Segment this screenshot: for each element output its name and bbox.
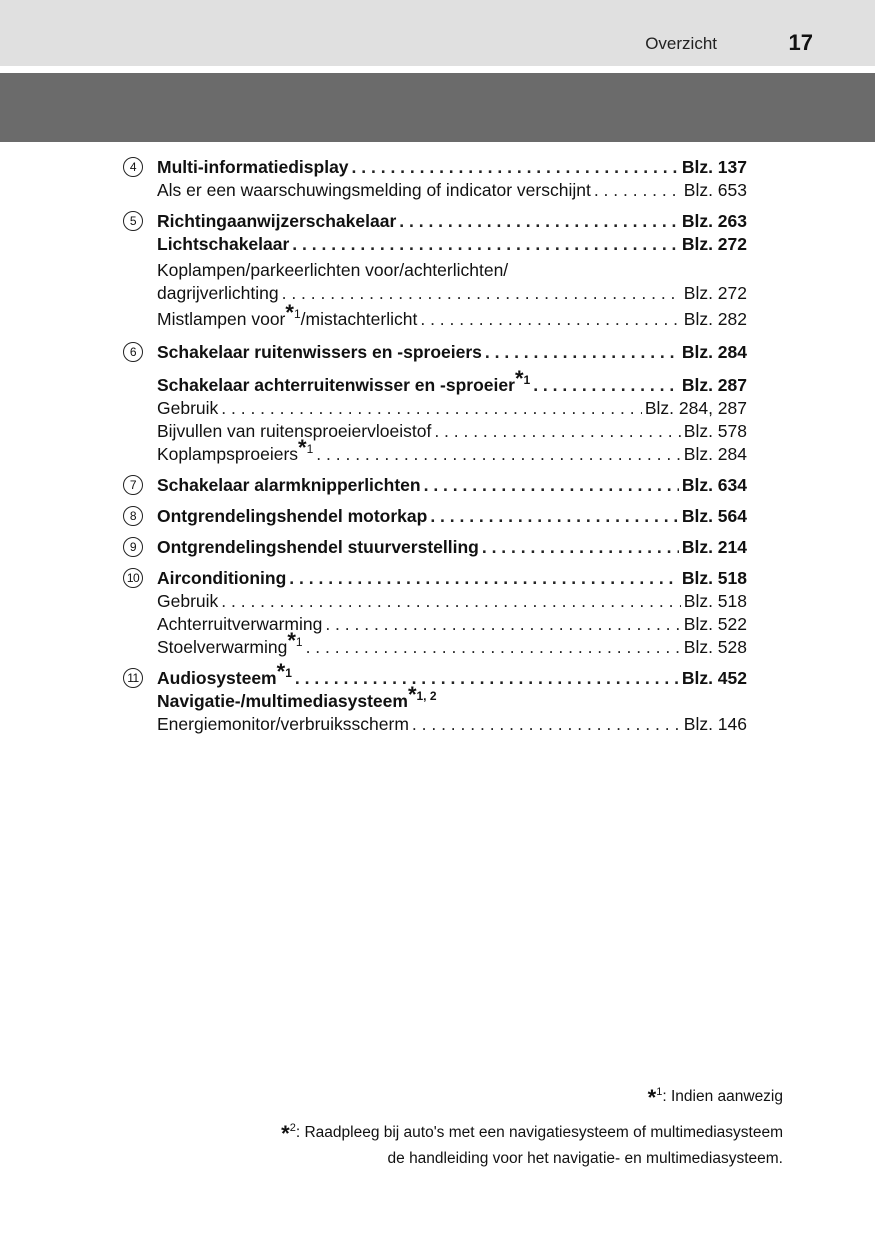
entry-text: Ontgrendelingshendel motorkap <box>157 506 428 526</box>
index-entry <box>157 341 747 364</box>
footnote-ref: *1 <box>276 659 292 684</box>
index-entry <box>157 713 747 736</box>
index-entry <box>157 474 747 497</box>
page-reference: Blz. 146 <box>683 714 747 734</box>
entry-text: Energiemonitor/verbruiksscherm <box>157 714 409 734</box>
leader-dots <box>325 613 680 636</box>
leader-dots <box>282 282 681 305</box>
page-reference: Blz. 214 <box>681 537 747 557</box>
section-title: Overzicht <box>645 34 717 53</box>
index-group <box>120 536 760 559</box>
footnote-line: *$^2$: Raadpleeg bij auto's met een navigatiesysteem of multimediasysteem <box>281 1121 783 1146</box>
page-reference: Blz. 272 <box>683 283 747 303</box>
index-entry <box>157 420 747 443</box>
page-reference: Blz. 287 <box>681 375 747 395</box>
index-entry <box>157 613 747 636</box>
entry-text: Schakelaar ruitenwissers en -sproeiers <box>157 342 482 362</box>
leader-dots <box>399 210 679 233</box>
index-group <box>120 474 760 497</box>
index-entry <box>157 628 747 659</box>
index-group <box>120 341 760 466</box>
entry-text: Gebruik <box>157 591 219 611</box>
entry-text: Schakelaar alarmknipperlichten <box>157 475 421 495</box>
callout-number: 11 <box>123 668 143 688</box>
index-entry <box>157 282 747 305</box>
header-band <box>0 73 875 142</box>
page-reference: Blz. 284 <box>683 444 747 464</box>
leader-dots <box>352 156 679 179</box>
entry-text: dagrijverlichting <box>157 283 279 303</box>
index-entry <box>157 536 747 559</box>
index-group <box>120 210 760 331</box>
header-bar <box>0 0 875 66</box>
page-reference: Blz. 272 <box>681 234 747 254</box>
entry-text: Ontgrendelingshendel stuurverstelling <box>157 537 479 557</box>
footnote-ref: *1 <box>298 435 314 460</box>
index-entry <box>157 567 747 590</box>
leader-dots <box>485 341 679 364</box>
callout-number: 10 <box>123 568 143 588</box>
page-reference: Blz. 522 <box>683 614 747 634</box>
entry-text: Navigatie-/multimediasysteem$^{*1, 2}$ <box>157 682 437 711</box>
callout-number: 5 <box>123 211 143 231</box>
callout-number: 4 <box>123 157 143 177</box>
index-group <box>120 659 760 736</box>
page-reference: Blz. 634 <box>681 475 747 495</box>
leader-dots <box>289 567 679 590</box>
page-reference: Blz. 518 <box>681 568 747 588</box>
footnote-line: de handleiding voor het navigatie- en multimediasysteem. <box>387 1150 783 1167</box>
leader-dots <box>430 505 679 528</box>
entry-text: Achterruitverwarming <box>157 614 323 634</box>
index-entry <box>157 300 747 331</box>
footnote-line: *$^1$: Indien aanwezig <box>647 1085 783 1110</box>
footnote-ref: *1, 2 <box>407 682 437 707</box>
callout-number: 9 <box>123 537 143 557</box>
page-reference: Blz. 528 <box>683 637 747 657</box>
index-entry <box>157 505 747 528</box>
header-divider <box>0 66 875 73</box>
page-reference: Blz. 263 <box>681 211 747 231</box>
entry-text: Richtingaanwijzerschakelaar <box>157 211 397 231</box>
index-entry <box>157 397 747 420</box>
index-entry <box>157 233 747 256</box>
page-reference: Blz. 518 <box>683 591 747 611</box>
leader-dots <box>420 308 680 331</box>
page-reference: Blz. 564 <box>681 506 747 526</box>
entry-text: Koplampen/parkeerlichten voor/achterlichten/ <box>157 260 509 280</box>
callout-number: 8 <box>123 506 143 526</box>
page-reference: Blz. 137 <box>681 157 747 177</box>
index-entry <box>157 682 747 713</box>
page-reference: Blz. 653 <box>683 180 747 200</box>
index-group <box>120 156 760 202</box>
index-entry <box>157 366 747 397</box>
index-list <box>120 156 760 736</box>
leader-dots <box>292 233 679 256</box>
page-reference: Blz. 284 <box>681 342 747 362</box>
entry-text: Airconditioning <box>157 568 287 588</box>
leader-dots <box>221 590 680 613</box>
leader-dots <box>412 713 681 736</box>
leader-dots <box>434 420 680 443</box>
index-entry <box>157 259 747 282</box>
footnotes <box>281 1080 783 1171</box>
entry-text: Koplampsproeiers$^{*1}$ <box>157 435 314 464</box>
page-number: 17 <box>788 30 813 55</box>
index-entry <box>157 156 747 179</box>
entry-text: Stoelverwarming$^{*1}$ <box>157 628 303 657</box>
leader-dots <box>295 667 679 690</box>
leader-dots <box>221 397 642 420</box>
index-entry <box>157 435 747 466</box>
index-entry <box>157 210 747 233</box>
page-reference: Blz. 578 <box>683 421 747 441</box>
entry-text: Lichtschakelaar <box>157 234 290 254</box>
page-reference: Blz. 282 <box>683 309 747 329</box>
entry-text: Als er een waarschuwingsmelding of indicator verschijnt <box>157 180 591 200</box>
entry-text: Mistlampen voor$^{*1}$/mistachterlicht <box>157 300 418 329</box>
leader-dots <box>533 374 679 397</box>
entry-text: Bijvullen van ruitensproeiervloeistof <box>157 421 432 441</box>
entry-text: Gebruik <box>157 398 219 418</box>
entry-text: Schakelaar achterruitenwisser en -sproeier$^{*1}$ <box>157 366 531 395</box>
index-group <box>120 567 760 659</box>
page-reference: Blz. 452 <box>681 668 747 688</box>
leader-dots <box>306 636 681 659</box>
callout-number: 6 <box>123 342 143 362</box>
footnote-ref: *1 <box>514 366 531 391</box>
index-entry <box>157 179 747 202</box>
leader-dots <box>316 443 680 466</box>
leader-dots <box>424 474 679 497</box>
index-entry <box>157 659 747 690</box>
index-entry <box>157 590 747 613</box>
index-group <box>120 505 760 528</box>
callout-number: 7 <box>123 475 143 495</box>
entry-text: Audiosysteem$^{*1}$ <box>157 659 292 688</box>
leader-dots <box>482 536 679 559</box>
page-reference: Blz. 284, 287 <box>644 398 747 418</box>
footnote-ref: *1 <box>287 628 303 653</box>
leader-dots <box>594 179 681 202</box>
entry-text: Multi-informatiedisplay <box>157 157 349 177</box>
footnote-ref: *1 <box>285 300 301 325</box>
